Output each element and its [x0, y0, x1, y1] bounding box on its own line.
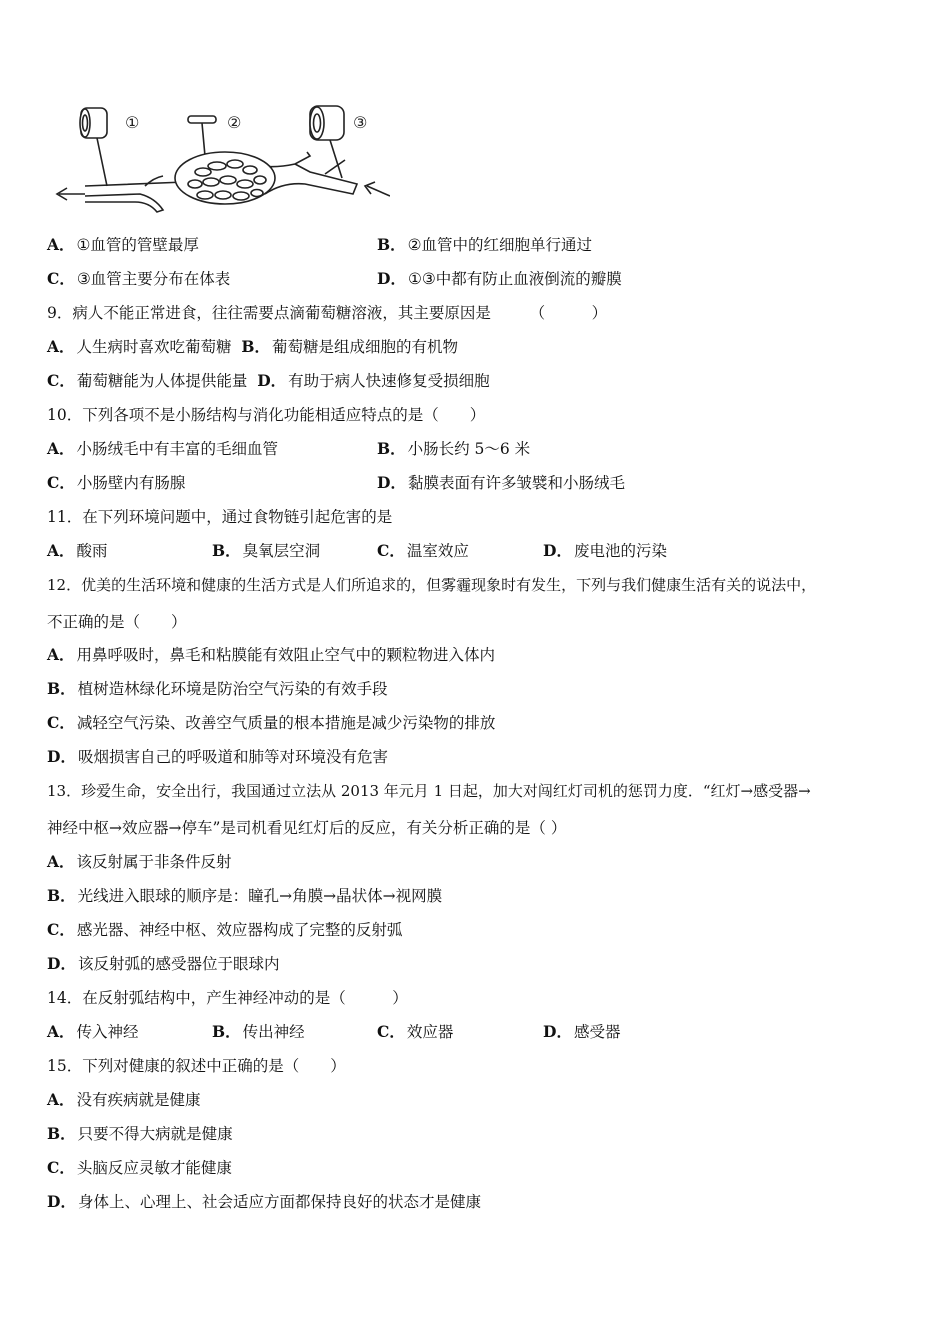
option-text: 该反射属于非条件反射 [76, 853, 232, 871]
option-label: B． [47, 886, 76, 905]
q9-option-d[interactable] [257, 372, 489, 390]
option-text: 葡萄糖是组成细胞的有机物 [272, 338, 459, 356]
option-text: 小肠长约 5～6 米 [407, 440, 531, 458]
option-text: 小肠壁内有肠腺 [76, 474, 186, 492]
q10-option-a[interactable] [47, 439, 278, 459]
option-label: C． [47, 713, 75, 732]
q9-option-a[interactable] [47, 338, 232, 356]
option-text: 感光器、神经中枢、效应器构成了完整的反射弧 [76, 921, 403, 939]
option-text: 臭氧层空洞 [242, 542, 321, 560]
q13-option-d[interactable] [47, 954, 279, 974]
option-label: D． [543, 1022, 572, 1041]
option-label: A． [47, 337, 75, 356]
q11-option-a[interactable] [47, 541, 108, 561]
q14-option-d[interactable] [543, 1022, 620, 1042]
q10-option-d[interactable] [377, 473, 625, 493]
option-text: 有助于病人快速修复受损细胞 [288, 372, 490, 390]
q15-option-a[interactable] [47, 1090, 201, 1110]
q13-option-a[interactable] [47, 852, 232, 872]
option-label: A． [47, 439, 75, 458]
option-label: B． [241, 337, 271, 356]
option-label: C． [47, 473, 75, 492]
q12-stem-line-1: 12．优美的生活环境和健康的生活方式是人们所追求的，但雾霾现象时有发生，下列与我们健康生活有关的说法中， [47, 576, 817, 594]
q12-option-c[interactable] [47, 713, 495, 733]
option-label: A． [47, 1090, 75, 1109]
option-text: 葡萄糖能为人体提供能量 [76, 372, 248, 390]
option-label: D． [377, 269, 406, 288]
q15-option-b[interactable] [47, 1124, 233, 1144]
option-label: C． [377, 541, 405, 560]
option-label: A． [47, 235, 75, 254]
q9-stem: 9．病人不能正常进食，往往需要点滴葡萄糖溶液，其主要原因是 （ ） [47, 304, 608, 322]
q15-option-d[interactable] [47, 1192, 481, 1212]
q9-options-row-1 [47, 337, 458, 357]
option-text: 减轻空气污染、改善空气质量的根本措施是减少污染物的排放 [76, 714, 496, 732]
q8-option-b[interactable] [377, 235, 592, 255]
q13-option-b[interactable] [47, 886, 442, 906]
option-text: 小肠绒毛中有丰富的毛细血管 [76, 440, 279, 458]
option-label: A． [47, 645, 75, 664]
option-text: ②血管中的红细胞单行通过 [407, 236, 593, 254]
option-label: D． [47, 747, 76, 766]
option-label: C． [377, 1022, 405, 1041]
option-label: A． [47, 852, 75, 871]
option-text: 光线进入眼球的顺序是：瞳孔→角膜→晶状体→视网膜 [77, 887, 443, 905]
q10-option-c[interactable] [47, 473, 185, 493]
option-label: B． [212, 1022, 241, 1041]
option-label: D． [47, 954, 76, 973]
option-text: 温室效应 [406, 542, 469, 560]
q14-stem: 14．在反射弧结构中，产生神经冲动的是（ ） [47, 989, 408, 1007]
option-label: C． [47, 371, 75, 390]
q11-option-d[interactable] [543, 541, 667, 561]
q14-option-c[interactable] [377, 1022, 453, 1042]
option-text: ①③中都有防止血液倒流的瓣膜 [407, 270, 622, 288]
option-text: 吸烟损害自己的呼吸道和肺等对环境没有危害 [77, 748, 388, 766]
option-text: ①血管的管壁最厚 [76, 236, 199, 254]
option-label: A． [47, 541, 75, 560]
q12-option-b[interactable] [47, 679, 388, 699]
q10-option-b[interactable] [377, 439, 530, 459]
option-label: B． [377, 235, 406, 254]
option-text: 人生病时喜欢吃葡萄糖 [76, 338, 232, 356]
q15-option-c[interactable] [47, 1158, 232, 1178]
option-text: 酸雨 [76, 542, 108, 560]
option-label: D． [257, 371, 287, 390]
option-text: 废电池的污染 [573, 542, 667, 560]
option-label: C． [47, 269, 75, 288]
q11-stem: 11．在下列环境问题中，通过食物链引起危害的是 [47, 508, 393, 526]
option-text: 植树造林绿化环境是防治空气污染的有效手段 [77, 680, 388, 698]
q13-stem-line-2: 神经中枢→效应器→停车”是司机看见红灯后的反应，有关分析正确的是（ ） [47, 819, 567, 837]
option-label: D． [377, 473, 406, 492]
option-text: 传出神经 [242, 1023, 305, 1041]
q14-option-a[interactable] [47, 1022, 139, 1042]
option-label: B． [377, 439, 406, 458]
option-label: C． [47, 920, 75, 939]
q8-option-a[interactable] [47, 235, 199, 255]
figure-label-3: ③ [353, 113, 368, 132]
q9-option-c[interactable] [47, 372, 247, 390]
option-text: 效应器 [406, 1023, 454, 1041]
q8-option-d[interactable] [377, 269, 622, 289]
option-label: B． [212, 541, 241, 560]
q8-option-c[interactable] [47, 269, 230, 289]
q13-stem-line-1: 13．珍爱生命，安全出行，我国通过立法从 2013 年元月 1 日起，加大对闯红灯司机的惩罚力度．“红灯→感受器→ [47, 782, 811, 800]
q12-option-a[interactable] [47, 645, 495, 665]
q15-stem: 15．下列对健康的叙述中正确的是（ ） [47, 1057, 346, 1075]
option-label: D． [543, 541, 572, 560]
blood-vessel-diagram [45, 98, 390, 220]
option-text: 用鼻呼吸时，鼻毛和粘膜能有效阻止空气中的颗粒物进入体内 [76, 646, 496, 664]
option-text: ③血管主要分布在体表 [76, 270, 231, 288]
q12-option-d[interactable] [47, 747, 388, 767]
option-text: 该反射弧的感受器位于眼球内 [77, 955, 280, 973]
figure-label-1: ① [125, 113, 140, 132]
q11-option-b[interactable] [212, 541, 320, 561]
option-text: 没有疾病就是健康 [76, 1091, 201, 1109]
option-text: 头脑反应灵敏才能健康 [76, 1159, 232, 1177]
option-label: B． [47, 679, 76, 698]
option-text: 感受器 [573, 1023, 621, 1041]
option-text: 身体上、心理上、社会适应方面都保持良好的状态才是健康 [77, 1193, 481, 1211]
q9-options-row-2 [47, 371, 490, 391]
q13-option-c[interactable] [47, 920, 402, 940]
option-label: A． [47, 1022, 75, 1041]
q9-option-b[interactable] [241, 338, 458, 356]
option-text: 只要不得大病就是健康 [77, 1125, 233, 1143]
q11-option-c[interactable] [377, 541, 469, 561]
option-label: B． [47, 1124, 76, 1143]
figure-label-2: ② [227, 113, 242, 132]
q14-option-b[interactable] [212, 1022, 305, 1042]
option-label: D． [47, 1192, 76, 1211]
option-text: 黏膜表面有许多皱襞和小肠绒毛 [407, 474, 625, 492]
option-text: 传入神经 [76, 1023, 139, 1041]
q12-stem-line-2: 不正确的是（ ） [47, 613, 187, 631]
q10-stem: 10．下列各项不是小肠结构与消化功能相适应特点的是（ ） [47, 406, 486, 424]
option-label: C． [47, 1158, 75, 1177]
